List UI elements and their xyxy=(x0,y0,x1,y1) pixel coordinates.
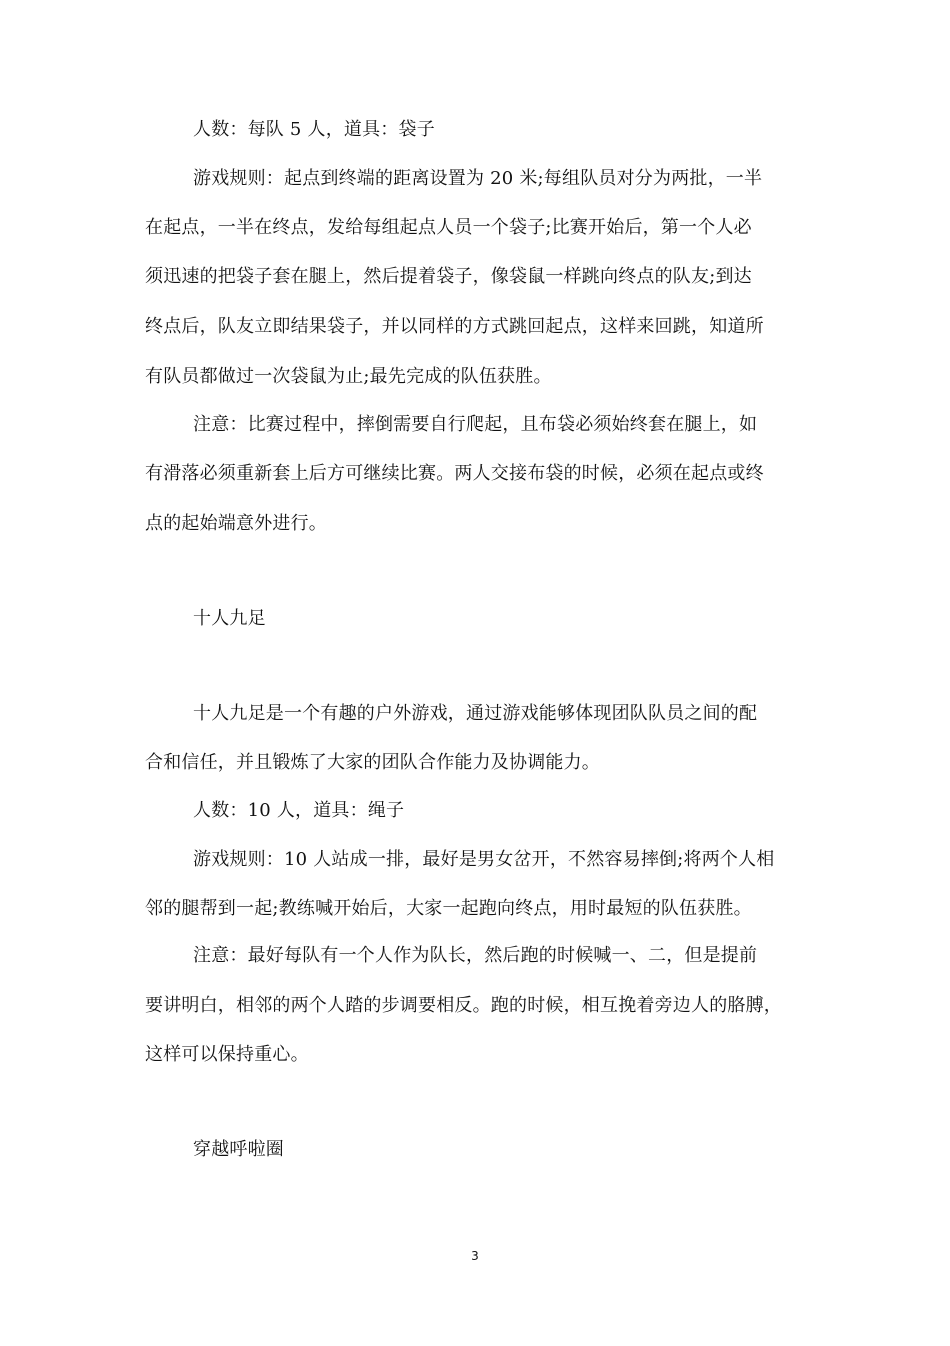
section-heading: 十人九足 xyxy=(193,608,266,629)
rules-line: 须迅速的把袋子套在腿上，然后提着袋子，像袋鼠一样跳向终点的队友;到达 xyxy=(145,266,752,287)
intro-line: 合和信任，并且锻炼了大家的团队合作能力及协调能力。 xyxy=(145,752,600,773)
rules-line: 游戏规则：10 人站成一排，最好是男女岔开，不然容易摔倒;将两个人相 xyxy=(193,849,775,870)
page-number: 3 xyxy=(471,1249,479,1263)
note-line: 这样可以保持重心。 xyxy=(145,1044,309,1065)
rules-line: 在起点，一半在终点，发给每组起点人员一个袋子;比赛开始后，第一个人必 xyxy=(145,217,752,238)
people-props-line: 人数：10 人，道具：绳子 xyxy=(193,800,405,821)
intro-line: 十人九足是一个有趣的户外游戏，通过游戏能够体现团队队员之间的配 xyxy=(193,703,758,724)
note-line: 点的起始端意外进行。 xyxy=(145,513,327,534)
rules-line: 有队员都做过一次袋鼠为止;最先完成的队伍获胜。 xyxy=(145,366,552,387)
rules-line: 游戏规则：起点到终端的距离设置为 20 米;每组队员对分为两批，一半 xyxy=(193,168,763,189)
rules-line: 邻的腿帮到一起;教练喊开始后，大家一起跑向终点，用时最短的队伍获胜。 xyxy=(145,898,752,919)
section-heading: 穿越呼啦圈 xyxy=(193,1139,284,1160)
note-line: 注意：比赛过程中，摔倒需要自行爬起，且布袋必须始终套在腿上，如 xyxy=(193,414,758,435)
rules-line: 终点后，队友立即结果袋子，并以同样的方式跳回起点，这样来回跳，知道所 xyxy=(145,316,764,337)
note-line: 注意：最好每队有一个人作为队长，然后跑的时候喊一、二，但是提前 xyxy=(193,945,758,966)
people-props-line: 人数：每队 5 人，道具：袋子 xyxy=(193,119,435,140)
note-line: 要讲明白，相邻的两个人踏的步调要相反。跑的时候，相互挽着旁边人的胳膊， xyxy=(145,995,782,1016)
note-line: 有滑落必须重新套上后方可继续比赛。两人交接布袋的时候，必须在起点或终 xyxy=(145,463,764,484)
